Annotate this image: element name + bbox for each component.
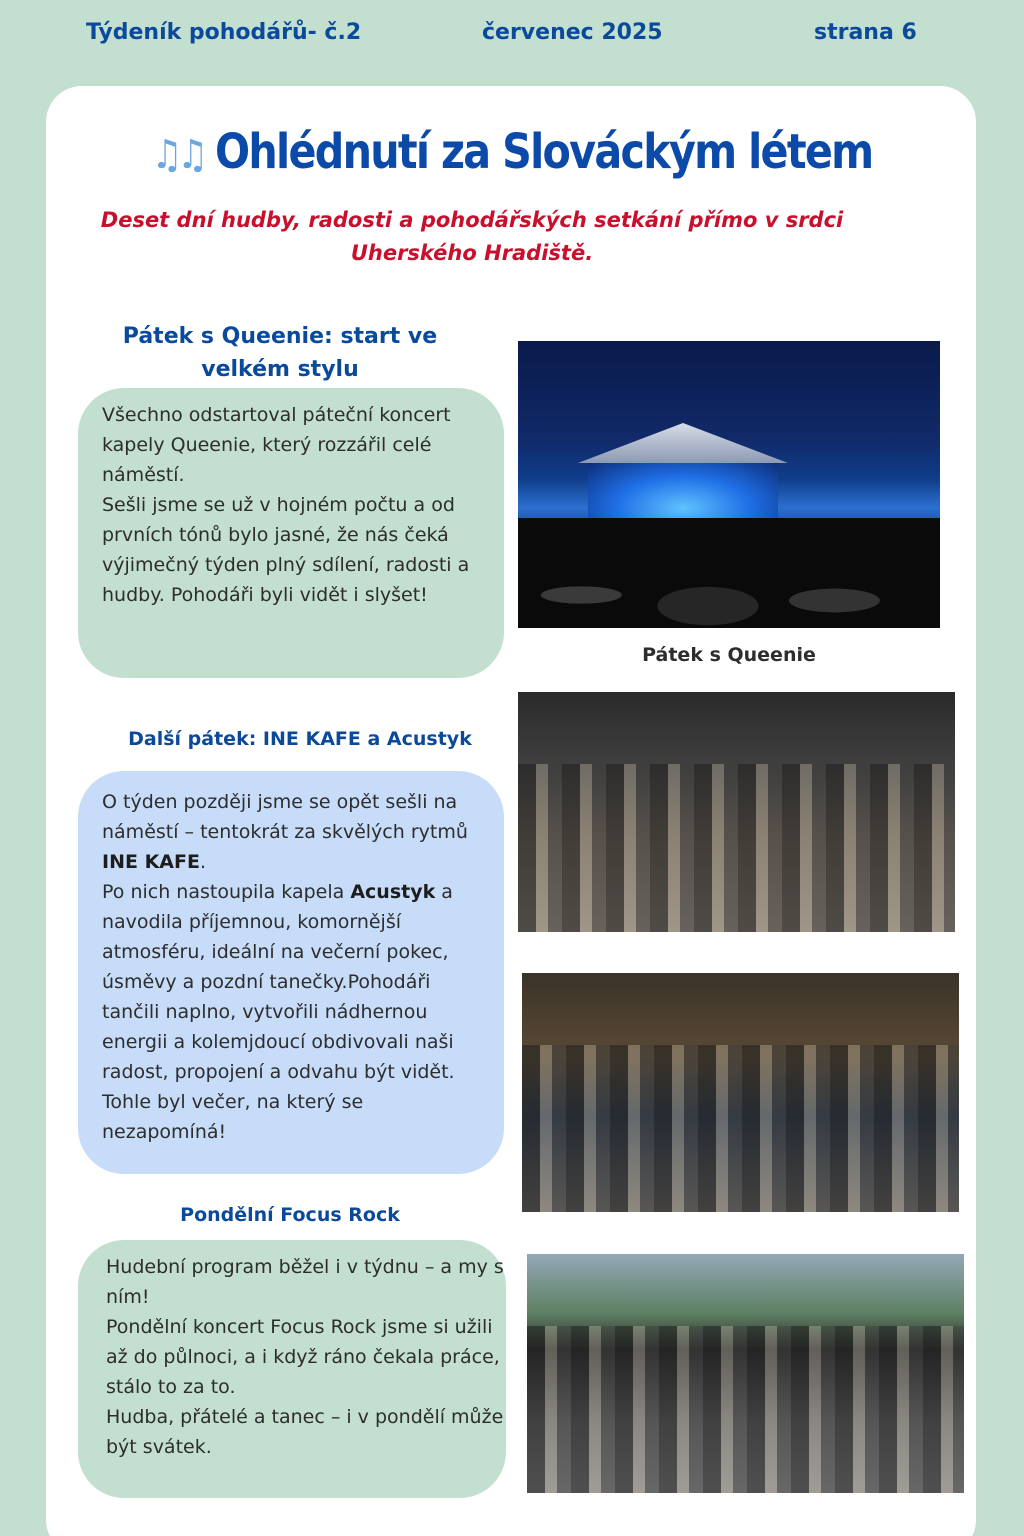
issue-date: červenec 2025 xyxy=(482,20,663,45)
people-silhouettes xyxy=(522,1045,959,1212)
section-text-focus-rock: Hudební program běžel i v týdnu – a my s ním! Pondělní koncert Focus Rock jsme si užili až do půlnoci, a i když ráno čekala práce, stálo to za to. Hudba, přátelé a tanec – i v pondělí může být svátek. xyxy=(106,1256,504,1458)
text-bubble-focus-rock xyxy=(78,1240,506,1498)
musical-notes-icon: ♫♫ xyxy=(151,132,203,178)
people-silhouettes xyxy=(527,1326,964,1493)
photo-caption-queenie: Pátek s Queenie xyxy=(642,644,816,666)
photo-queenie-concert xyxy=(518,341,940,628)
photo-group-focus-rock xyxy=(527,1254,964,1493)
text-part: a navodila příjemnou, komornější atmosféru, ideální na večerní pokec, úsměvy a pozdní tanečky.Pohodáři tančili naplno, vytvořili nádhernou energii a kolemjdoucí obdivovali naši radost, propojení a odvahu být vidět. Tohle byl večer, na který se nezapomíná! xyxy=(102,881,455,1143)
section-text-ine-kafe xyxy=(102,787,486,1147)
page-number: strana 6 xyxy=(814,20,917,45)
band-name-acustyk: Acustyk xyxy=(350,881,436,903)
crowd-silhouette xyxy=(518,518,940,628)
article-title xyxy=(72,124,953,180)
section-title-focus-rock: Pondělní Focus Rock xyxy=(180,1204,400,1226)
article-subtitle: Deset dní hudby, radosti a pohodářských setkání přímo v srdci Uherského Hradiště. xyxy=(100,208,844,265)
text-bubble-ine-kafe xyxy=(78,771,504,1174)
text-part: . Po nich nastoupila kapela xyxy=(102,851,345,903)
people-silhouettes xyxy=(518,764,955,932)
page-header xyxy=(0,18,1024,52)
text-part: O týden později jsme se opět sešli na náměstí – tentokrát za skvělých rytmů xyxy=(102,791,468,843)
photo-dancing-square xyxy=(518,692,955,932)
text-bubble-queenie xyxy=(78,388,504,678)
band-name-ine-kafe: INE KAFE xyxy=(102,851,200,873)
photo-group-night xyxy=(522,973,959,1212)
section-title-ine-kafe: Další pátek: INE KAFE a Acustyk xyxy=(128,728,472,750)
article-title-text: Ohlédnutí za Slováckým létem xyxy=(214,124,873,180)
section-title-queenie: Pátek s Queenie: start ve velkém stylu xyxy=(122,324,438,382)
section-text-queenie: Všechno odstartoval páteční koncert kapely Queenie, který rozzářil celé náměstí. Sešli jsme se už v hojném počtu a od prvních tónů bylo jasné, že nás čeká výjimečný týden plný sdílení, radosti a hudby. Pohodáři byli vidět i slyšet! xyxy=(102,404,470,606)
stage-roof-shape xyxy=(578,423,788,463)
publication-name: Týdeník pohodářů- č.2 xyxy=(86,20,362,45)
